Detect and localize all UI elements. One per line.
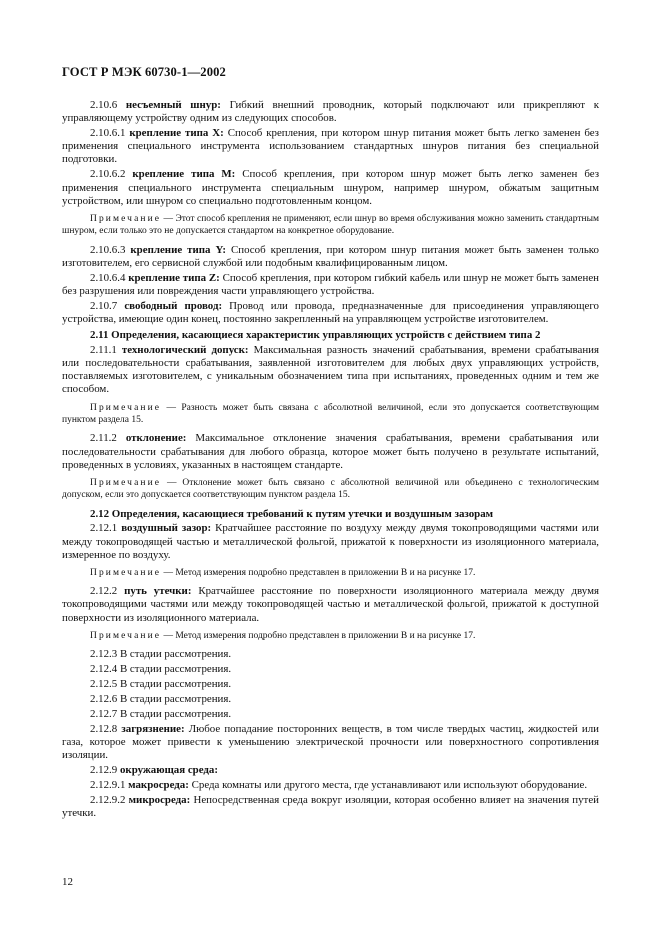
clause-number: 2.10.6 bbox=[90, 99, 118, 111]
term: технологический допуск: bbox=[121, 343, 249, 356]
clause-number: 2.12.1 bbox=[90, 522, 118, 535]
clause-2-12-6: 2.12.6 В стадии рассмотрения. bbox=[90, 693, 232, 706]
note-text: — Этот способ крепления не применяют, если шнур во время обслуживания можно заменить стандартным шнуром, если только это не допускается стандартом на конкретное оборудование. bbox=[62, 213, 600, 237]
term: крепление типа Z: bbox=[128, 271, 220, 284]
document-header: ГОСТ Р МЭК 60730-1—2002 bbox=[62, 65, 226, 79]
clause-2-12-9-2 bbox=[62, 794, 599, 820]
note-4 bbox=[62, 567, 599, 579]
note-3 bbox=[62, 477, 599, 502]
clause-number: 2.10.6.3 bbox=[90, 243, 126, 256]
clause-2-12-7: 2.12.7 В стадии рассмотрения. bbox=[90, 707, 232, 720]
term: свободный провод: bbox=[124, 299, 223, 312]
clause-number: 2.12.9 bbox=[90, 764, 118, 777]
definition: Непосредственная среда вокруг изоляции, которая особенно влияет на значения путей утечки. bbox=[62, 794, 599, 820]
note-text: — Метод измерения подробно представлен в приложении В и на рисунке 17. bbox=[163, 630, 476, 641]
clause-number: 2.10.6.1 bbox=[90, 127, 126, 140]
term: макросреда: bbox=[128, 779, 189, 792]
term: путь утечки: bbox=[124, 585, 192, 598]
term: окружающая среда: bbox=[119, 764, 218, 777]
clause-number: 2.10.6.4 bbox=[90, 271, 126, 284]
clause-2-12-9-1 bbox=[62, 779, 599, 792]
clause-2-12-9 bbox=[62, 764, 599, 777]
clause-number: 2.10.6.2 bbox=[90, 168, 126, 181]
definition: Кратчайшее расстояние по воздуху между двумя токопроводящими частями или между токопроводящей частью и металлической фольгой, прижатой к поверхности из изоляционного материала, измеренное по воздуху. bbox=[62, 522, 599, 561]
definition: Максимальное отклонение значения срабатывания, времени срабатывания или последовательности срабатывания для любого образца, которое может быть получено в результате испытаний, проведенных в условиях, указанных в настоящем стандарте. bbox=[62, 432, 599, 471]
clause-2-11-1 bbox=[62, 344, 599, 397]
term: загрязнение: bbox=[121, 722, 185, 735]
definition: Способ крепления, при котором гибкий кабель или шнур не может быть заменен без разрушения или повреждения части управляющего устройства. bbox=[62, 271, 599, 297]
clause-2-10-6-4 bbox=[62, 272, 599, 298]
note-label: Примечание bbox=[90, 213, 162, 224]
clause-number: 2.12.9.1 bbox=[90, 779, 126, 792]
definition: Максимальная разность значений срабатывания, времени срабатывания или последовательности срабатывания, заявленной изготовителем для любых двух управляющих устройств, поставляемых изготовителем, с уникальным обозначением типа при испытаниях, проведенных одним и тем же способом. bbox=[62, 343, 600, 396]
term: микросреда: bbox=[128, 794, 191, 807]
clause-2-12-5: 2.12.5 В стадии рассмотрения. bbox=[90, 678, 232, 691]
clause-2-11-2 bbox=[62, 432, 599, 471]
definition: Способ крепления, при котором шнур питания может быть заменен только изготовителем, его сервисной службой или подобным квалифицированным лицом. bbox=[62, 243, 599, 269]
definition: Способ крепления, при котором шнур может быть легко заменен без применения специального инструмента специальным шнуром, например шнуром, обжатым защитным устройством, или шнуром со специально подготовленным концом. bbox=[62, 168, 599, 207]
clause-2-12-4: 2.12.4 В стадии рассмотрения. bbox=[90, 663, 232, 676]
clause-number: 2.11.2 bbox=[90, 432, 117, 445]
term: крепление типа X: bbox=[129, 127, 224, 140]
clause-number: 2.12.2 bbox=[90, 585, 118, 598]
clause-2-12-3: 2.12.3 В стадии рассмотрения. bbox=[90, 648, 232, 661]
term: крепление типа M: bbox=[132, 168, 236, 181]
note-text: — Разность может быть связана с абсолютной величиной, если это допускается соответствующим пунктом раздела 15. bbox=[62, 402, 599, 425]
page-number: 12 bbox=[62, 876, 73, 888]
clause-2-10-6 bbox=[62, 99, 599, 125]
term: крепление типа Y: bbox=[130, 243, 226, 256]
definition: Любое попадание посторонних веществ, в том числе твердых частиц, жидкостей или газа, которое может привести к уменьшению электрической прочности или поверхностного сопротивления изоляции. bbox=[62, 722, 599, 762]
term: несъемный шнур: bbox=[125, 99, 221, 111]
definition: Среда комнаты или другого места, где устанавливают или используют оборудование. bbox=[191, 779, 588, 792]
clause-number: 2.11.1 bbox=[90, 343, 117, 356]
note-text: — Метод измерения подробно представлен в приложении В и на рисунке 17. bbox=[163, 567, 476, 578]
note-1 bbox=[62, 213, 599, 238]
clause-2-10-6-1 bbox=[62, 127, 599, 166]
document-page bbox=[62, 64, 599, 822]
definition: Гибкий внешний проводник, который подключают или прикрепляют к управляющему устройству одним из следующих способов. bbox=[62, 99, 599, 125]
clause-2-12-1 bbox=[62, 522, 599, 561]
section-heading-2-12: 2.12 Определения, касающиеся требований к путям утечки и воздушным зазорам bbox=[90, 507, 494, 520]
note-text: — Отклонение может быть связано с абсолютной величиной или объединено с технологическим допуском, если это допускается соответствующим пунктом раздела 15. bbox=[62, 477, 599, 501]
clause-2-12-2 bbox=[62, 585, 599, 624]
definition: Способ крепления, при котором шнур питания может быть легко заменен без применения специального инструмента использованием стандартных шнуров питания без специальной подготовки. bbox=[62, 127, 599, 166]
note-5 bbox=[62, 630, 599, 642]
note-2 bbox=[62, 402, 599, 427]
clause-number: 2.12.8 bbox=[90, 722, 118, 735]
note-label: Примечание bbox=[90, 630, 162, 641]
definition: Провод или провода, предназначенные для присоединения управляющего устройства, имеющие один конец, постоянно закрепленный на управляющем устройстве изготовителем. bbox=[62, 299, 599, 326]
term: отклонение: bbox=[125, 432, 187, 445]
clause-number: 2.10.7 bbox=[90, 299, 118, 312]
clause-2-10-7 bbox=[62, 300, 599, 326]
clause-2-10-6-2 bbox=[62, 168, 599, 207]
note-label: Примечание bbox=[90, 477, 162, 488]
note-label: Примечание bbox=[90, 567, 162, 578]
clause-2-10-6-3 bbox=[62, 244, 599, 270]
clause-number: 2.12.9.2 bbox=[90, 794, 126, 807]
section-heading-2-11: 2.11 Определения, касающиеся характеристик управляющих устройств с действием типа 2 bbox=[90, 329, 541, 342]
clause-2-12-8 bbox=[62, 723, 599, 762]
term: воздушный зазор: bbox=[121, 522, 212, 535]
note-label: Примечание bbox=[90, 402, 162, 413]
definition: Кратчайшее расстояние по поверхности изоляционного материала между двумя токопроводящими частями или между токопроводящей частью и металлической фольгой, прижатой к доступной поверхности из изоляционного материала. bbox=[62, 585, 599, 624]
